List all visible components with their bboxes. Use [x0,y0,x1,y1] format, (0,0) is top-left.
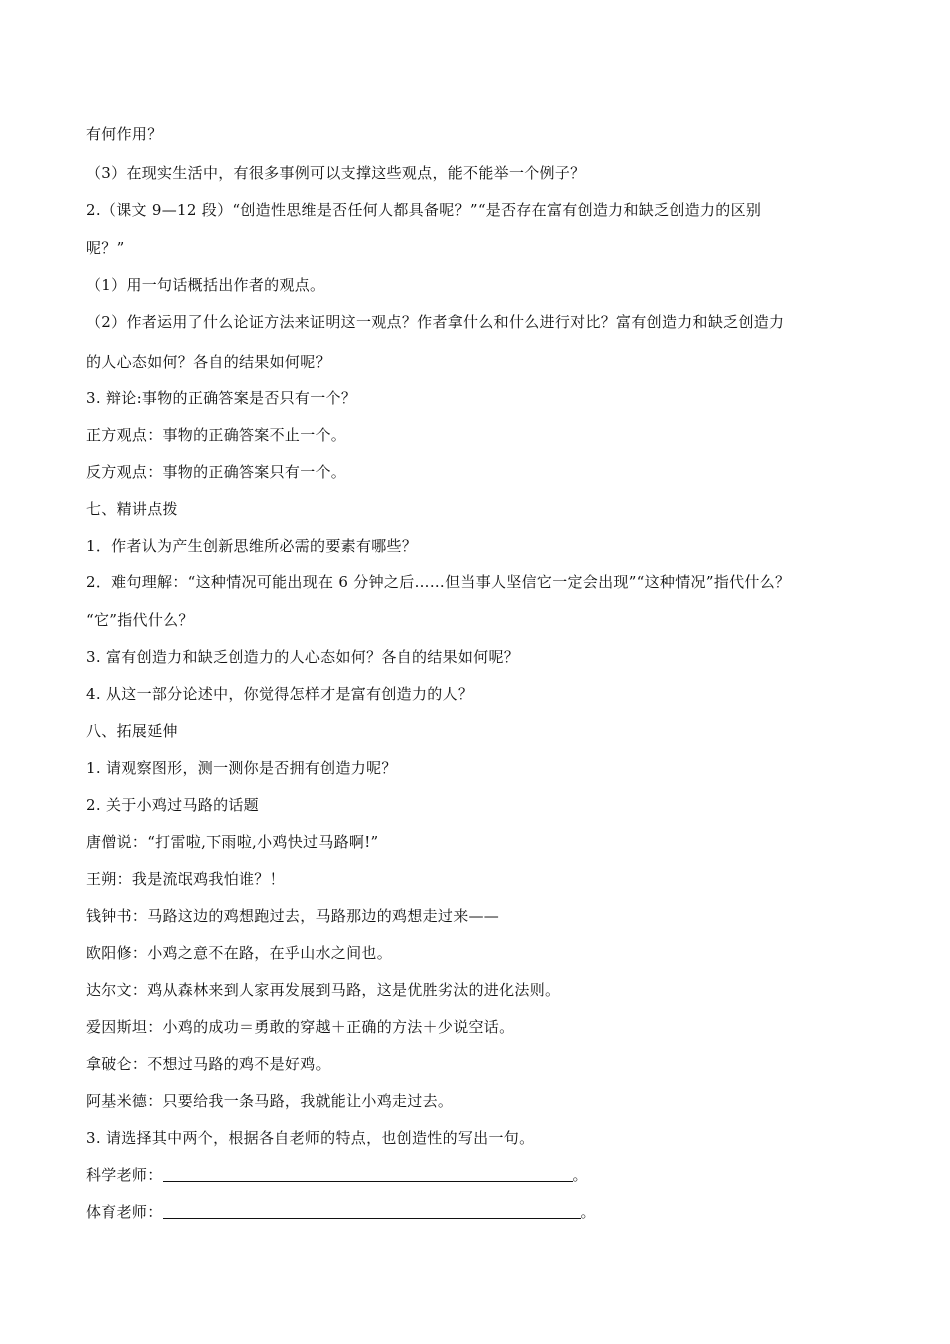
text-line: 欧阳修：小鸡之意不在路，在乎山水之间也。 [86,944,393,962]
answer-blank[interactable] [163,1203,581,1219]
text-line: 1. 请观察图形，测一测你是否拥有创造力呢？ [86,759,397,777]
text-line: 2．难句理解：“这种情况可能出现在 6 分钟之后……但当事人坚信它一定会出现”“这种情况”指代什么？ [86,573,791,591]
text-line: 2. 关于小鸡过马路的话题 [86,796,259,814]
text-line: 4. 从这一部分论述中，你觉得怎样才是富有创造力的人？ [86,685,474,703]
text-line: 达尔文：鸡从森林来到人家再发展到马路，这是优胜劣汰的进化法则。 [86,981,561,999]
text-line: 3. 请选择其中两个，根据各自老师的特点，也创造性的写出一句。 [86,1129,535,1147]
fill-end: 。 [580,1203,596,1221]
text-line: 拿破仑：不想过马路的鸡不是好鸡。 [86,1055,331,1073]
text-line: 王朔：我是流氓鸡我怕谁？！ [86,870,285,888]
section-heading: 七、精讲点拨 [86,500,178,518]
text-line: 2.（课文 9—12 段）“创造性思维是否任何人都具备呢？”“是否存在富有创造力和缺乏创造力的区别 [86,201,762,219]
fill-line-science [86,1165,588,1185]
text-line: 的人心态如何？各自的结果如何呢？ [86,353,331,371]
text-line: 钱钟书：马路这边的鸡想跑过去，马路那边的鸡想走过来—— [86,907,500,925]
text-line: 3. 富有创造力和缺乏创造力的人心态如何？各自的结果如何呢？ [86,648,520,666]
section-heading: 八、拓展延伸 [86,722,178,740]
text-line: 反方观点：事物的正确答案只有一个。 [86,463,347,481]
answer-blank[interactable] [163,1166,573,1182]
text-line: （1）用一句话概括出作者的观点。 [86,276,326,294]
text-line: 呢？” [86,239,125,257]
text-line: （3）在现实生活中，有很多事例可以支撑这些观点，能不能举一个例子？ [86,164,586,182]
fill-line-pe [86,1202,596,1222]
text-line: 3. 辩论:事物的正确答案是否只有一个？ [86,389,357,407]
text-line: 1．作者认为产生创新思维所必需的要素有哪些？ [86,537,418,555]
text-line: 爱因斯坦：小鸡的成功＝勇敢的穿越＋正确的方法＋少说空话。 [86,1018,515,1036]
text-line: 唐僧说：“打雷啦,下雨啦,小鸡快过马路啊!” [86,833,379,851]
text-line: 正方观点：事物的正确答案不止一个。 [86,426,347,444]
text-line: “它”指代什么？ [86,611,194,629]
text-line: 阿基米德：只要给我一条马路，我就能让小鸡走过去。 [86,1092,454,1110]
fill-label: 科学老师： [86,1166,163,1184]
fill-label: 体育老师： [86,1203,163,1221]
fill-end: 。 [572,1166,588,1184]
text-line: （2）作者运用了什么论证方法来证明这一观点？作者拿什么和什么进行对比？富有创造力和缺乏创造力 [86,313,785,331]
text-line: 有何作用？ [86,125,163,143]
